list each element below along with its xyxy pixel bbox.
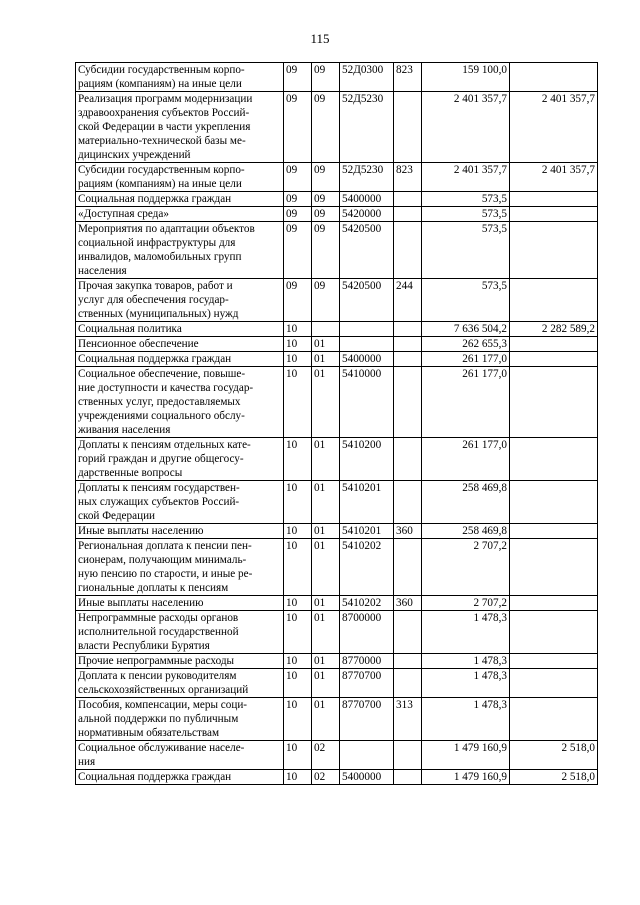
cell-subsection: 01: [312, 539, 340, 596]
cell-section: 10: [284, 481, 312, 524]
cell-name: [76, 352, 284, 367]
cell-name: [76, 770, 284, 785]
cell-amount: 2 401 357,7: [422, 92, 510, 163]
cell-article: 5410000: [340, 367, 394, 438]
cell-subsection: 01: [312, 698, 340, 741]
cell-name: [76, 192, 284, 207]
cell-amount: 2 401 357,7: [422, 163, 510, 192]
cell-name-line: горий граждан и другие общегосу-: [78, 453, 244, 465]
cell-expense-type: [394, 222, 422, 279]
cell-name: [76, 322, 284, 337]
cell-subsection: 09: [312, 207, 340, 222]
cell-section: 10: [284, 698, 312, 741]
table-row: [76, 192, 598, 207]
cell-name-line: Субсидии государственным корпо-: [78, 164, 245, 176]
cell-name-line: Прочие непрограммные расходы: [78, 655, 235, 667]
table-row: [76, 207, 598, 222]
cell-name-line: ние доступности и качества государ-: [78, 382, 254, 394]
cell-section: 10: [284, 322, 312, 337]
cell-amount-federal: 2 282 589,2: [510, 322, 598, 337]
cell-expense-type: 244: [394, 279, 422, 322]
table-row: [76, 352, 598, 367]
cell-section: 10: [284, 611, 312, 654]
cell-name-line: Субсидии государственным корпо-: [78, 64, 245, 76]
page-number: 115: [310, 31, 330, 46]
cell-expense-type: 823: [394, 63, 422, 92]
cell-amount-federal: 2 518,0: [510, 770, 598, 785]
cell-section: 09: [284, 163, 312, 192]
cell-expense-type: [394, 92, 422, 163]
cell-amount-federal: [510, 207, 598, 222]
cell-name-line: учреждениями социального обслу-: [78, 410, 245, 422]
cell-name-line: услуг для обеспечения государ-: [78, 294, 229, 306]
cell-name-line: рациям (компаниям) на иные цели: [78, 178, 242, 190]
cell-name-line: живания населения: [78, 424, 171, 436]
cell-section: 10: [284, 367, 312, 438]
cell-subsection: 02: [312, 770, 340, 785]
cell-amount-federal: [510, 192, 598, 207]
cell-article: 5410200: [340, 438, 394, 481]
cell-amount: 1 479 160,9: [422, 770, 510, 785]
budget-table: [75, 62, 598, 785]
cell-name: [76, 698, 284, 741]
cell-name: [76, 92, 284, 163]
cell-article: 8700000: [340, 611, 394, 654]
cell-amount-federal: [510, 63, 598, 92]
cell-amount-federal: [510, 279, 598, 322]
cell-name-line: Социальное обеспечение, повыше-: [78, 368, 246, 380]
cell-name-line: материально-технической базы ме-: [78, 135, 246, 147]
table-row: [76, 539, 598, 596]
cell-subsection: 02: [312, 741, 340, 770]
cell-amount-federal: 2 401 357,7: [510, 163, 598, 192]
cell-name-line: сионерам, получающим минималь-: [78, 554, 247, 566]
cell-article: [340, 741, 394, 770]
cell-amount-federal: [510, 222, 598, 279]
table-row: [76, 481, 598, 524]
cell-subsection: 01: [312, 438, 340, 481]
cell-amount-federal: [510, 539, 598, 596]
cell-article: 8770700: [340, 698, 394, 741]
table-row: [76, 322, 598, 337]
cell-section: 10: [284, 654, 312, 669]
cell-article: 5400000: [340, 192, 394, 207]
cell-name-line: альной поддержки по публичным: [78, 713, 239, 725]
cell-name-line: Социальная поддержка граждан: [78, 353, 232, 365]
cell-name-line: населения: [78, 265, 127, 277]
cell-expense-type: [394, 352, 422, 367]
cell-article: 8770700: [340, 669, 394, 698]
cell-article: 5420500: [340, 222, 394, 279]
cell-amount-federal: [510, 524, 598, 539]
cell-amount-federal: [510, 337, 598, 352]
cell-subsection: 01: [312, 596, 340, 611]
cell-amount-federal: [510, 481, 598, 524]
cell-subsection: 09: [312, 163, 340, 192]
cell-section: 09: [284, 207, 312, 222]
cell-article: 5420500: [340, 279, 394, 322]
cell-name: [76, 63, 284, 92]
table-row: [76, 63, 598, 92]
cell-amount: 573,5: [422, 192, 510, 207]
cell-amount-federal: [510, 654, 598, 669]
cell-amount: 1 478,3: [422, 654, 510, 669]
cell-expense-type: 313: [394, 698, 422, 741]
cell-name-line: дарственные вопросы: [78, 467, 183, 479]
cell-name-line: ской Федерации: [78, 510, 156, 522]
cell-expense-type: 823: [394, 163, 422, 192]
cell-name-line: социальной инфраструктуры для: [78, 237, 236, 249]
cell-expense-type: [394, 539, 422, 596]
cell-article: 5410202: [340, 596, 394, 611]
cell-name-line: Пенсионное обеспечение: [78, 338, 199, 350]
cell-expense-type: [394, 337, 422, 352]
cell-subsection: 09: [312, 63, 340, 92]
cell-amount-federal: [510, 698, 598, 741]
cell-expense-type: 360: [394, 524, 422, 539]
cell-amount: 2 707,2: [422, 539, 510, 596]
table-row: [76, 654, 598, 669]
cell-name: [76, 596, 284, 611]
cell-article: [340, 322, 394, 337]
table-row: [76, 741, 598, 770]
cell-name-line: Социальная поддержка граждан: [78, 193, 232, 205]
cell-amount: 261 177,0: [422, 367, 510, 438]
cell-name: [76, 367, 284, 438]
cell-amount: 7 636 504,2: [422, 322, 510, 337]
cell-amount: 1 478,3: [422, 698, 510, 741]
cell-article: 5400000: [340, 770, 394, 785]
cell-expense-type: [394, 207, 422, 222]
cell-amount: 1 478,3: [422, 669, 510, 698]
cell-amount: 1 478,3: [422, 611, 510, 654]
cell-subsection: 09: [312, 92, 340, 163]
cell-subsection: 01: [312, 654, 340, 669]
cell-name-line: ния: [78, 756, 96, 768]
table-row: [76, 367, 598, 438]
cell-article: 5420000: [340, 207, 394, 222]
cell-expense-type: [394, 611, 422, 654]
cell-subsection: 01: [312, 481, 340, 524]
cell-section: 10: [284, 539, 312, 596]
cell-name: [76, 539, 284, 596]
cell-amount-federal: [510, 438, 598, 481]
cell-name: [76, 524, 284, 539]
cell-name-line: Социальная политика: [78, 323, 182, 335]
cell-name-line: инвалидов, маломобильных групп: [78, 251, 242, 263]
cell-name-line: Пособия, компенсации, меры соци-: [78, 699, 248, 711]
cell-name-line: «Доступная среда»: [78, 208, 169, 220]
cell-amount: 1 479 160,9: [422, 741, 510, 770]
cell-subsection: 01: [312, 669, 340, 698]
cell-subsection: 01: [312, 337, 340, 352]
cell-article: 52Д0300: [340, 63, 394, 92]
cell-name: [76, 481, 284, 524]
cell-expense-type: [394, 654, 422, 669]
cell-name-line: ственных услуг, предоставляемых: [78, 396, 241, 408]
cell-name-line: дицинских учреждений: [78, 149, 191, 161]
cell-article: 5410201: [340, 481, 394, 524]
table-row: [76, 92, 598, 163]
cell-name-line: нормативным обязательствам: [78, 727, 220, 739]
cell-article: 52Д5230: [340, 92, 394, 163]
cell-section: 10: [284, 770, 312, 785]
cell-section: 10: [284, 337, 312, 352]
cell-name: [76, 337, 284, 352]
cell-section: 10: [284, 596, 312, 611]
cell-name: [76, 279, 284, 322]
cell-name: [76, 207, 284, 222]
cell-name-line: Мероприятия по адаптации объектов: [78, 223, 255, 235]
cell-name-line: Региональная доплата к пенсии пен-: [78, 540, 252, 552]
cell-article: [340, 337, 394, 352]
cell-amount: 261 177,0: [422, 438, 510, 481]
cell-name-line: Доплаты к пенсиям государствен-: [78, 482, 240, 494]
cell-name: [76, 741, 284, 770]
cell-name: [76, 222, 284, 279]
cell-name-line: Прочая закупка товаров, работ и: [78, 280, 233, 292]
cell-name-line: здравоохранения субъектов Россий-: [78, 107, 250, 119]
cell-name-line: сельскохозяйственных организаций: [78, 684, 249, 696]
cell-name-line: Доплаты к пенсиям отдельных кате-: [78, 439, 251, 451]
cell-section: 10: [284, 741, 312, 770]
cell-amount: 573,5: [422, 222, 510, 279]
cell-amount-federal: 2 401 357,7: [510, 92, 598, 163]
cell-expense-type: [394, 322, 422, 337]
table-row: [76, 669, 598, 698]
cell-section: 09: [284, 192, 312, 207]
cell-name-line: Доплата к пенсии руководителям: [78, 670, 237, 682]
table-row: [76, 279, 598, 322]
cell-name-line: Социальное обслуживание населе-: [78, 742, 245, 754]
cell-article: 5400000: [340, 352, 394, 367]
table-row: [76, 438, 598, 481]
cell-expense-type: [394, 481, 422, 524]
cell-subsection: 09: [312, 192, 340, 207]
table-row: [76, 596, 598, 611]
cell-name-line: Непрограммные расходы органов: [78, 612, 239, 624]
cell-amount-federal: [510, 611, 598, 654]
cell-subsection: 01: [312, 367, 340, 438]
table-row: [76, 337, 598, 352]
table-row: [76, 524, 598, 539]
cell-name: [76, 438, 284, 481]
cell-section: 09: [284, 279, 312, 322]
cell-name-line: исполнительной государственной: [78, 626, 239, 638]
table-row: [76, 163, 598, 192]
cell-section: 10: [284, 524, 312, 539]
cell-name: [76, 654, 284, 669]
cell-amount-federal: 2 518,0: [510, 741, 598, 770]
cell-amount-federal: [510, 367, 598, 438]
cell-name-line: власти Республики Бурятия: [78, 640, 210, 652]
cell-section: 09: [284, 63, 312, 92]
cell-subsection: 01: [312, 611, 340, 654]
cell-name-line: ской Федерации в части укрепления: [78, 121, 251, 133]
cell-amount: 261 177,0: [422, 352, 510, 367]
cell-amount: 2 707,2: [422, 596, 510, 611]
cell-amount: 573,5: [422, 279, 510, 322]
cell-name-line: ную пенсию по старости, и иные ре-: [78, 568, 253, 580]
cell-subsection: 09: [312, 222, 340, 279]
cell-article: 5410201: [340, 524, 394, 539]
table-row: [76, 611, 598, 654]
cell-article: 8770000: [340, 654, 394, 669]
cell-subsection: 01: [312, 352, 340, 367]
cell-amount: 262 655,3: [422, 337, 510, 352]
cell-amount-federal: [510, 596, 598, 611]
cell-section: 10: [284, 352, 312, 367]
cell-name-line: ных служащих субъектов Россий-: [78, 496, 240, 508]
cell-amount: 258 469,8: [422, 481, 510, 524]
cell-expense-type: [394, 669, 422, 698]
cell-name-line: Реализация программ модернизации: [78, 93, 253, 105]
cell-amount: 573,5: [422, 207, 510, 222]
table-row: [76, 222, 598, 279]
cell-section: 09: [284, 222, 312, 279]
cell-name-line: Социальная поддержка граждан: [78, 771, 232, 783]
cell-name-line: гиональные доплаты к пенсиям: [78, 582, 229, 594]
cell-amount-federal: [510, 669, 598, 698]
budget-table-body: [76, 63, 598, 785]
cell-subsection: 09: [312, 279, 340, 322]
cell-section: 09: [284, 92, 312, 163]
cell-expense-type: [394, 741, 422, 770]
cell-amount: 258 469,8: [422, 524, 510, 539]
cell-article: 5410202: [340, 539, 394, 596]
cell-name: [76, 669, 284, 698]
cell-amount-federal: [510, 352, 598, 367]
cell-name-line: рациям (компаниям) на иные цели: [78, 78, 242, 90]
cell-expense-type: [394, 438, 422, 481]
cell-name-line: Иные выплаты населению: [78, 525, 204, 537]
cell-name-line: ственных (муниципальных) нужд: [78, 308, 239, 320]
cell-name-line: Иные выплаты населению: [78, 597, 204, 609]
cell-amount: 159 100,0: [422, 63, 510, 92]
cell-section: 10: [284, 669, 312, 698]
cell-expense-type: 360: [394, 596, 422, 611]
cell-expense-type: [394, 367, 422, 438]
table-row: [76, 698, 598, 741]
cell-name: [76, 163, 284, 192]
cell-subsection: [312, 322, 340, 337]
cell-article: 52Д5230: [340, 163, 394, 192]
cell-subsection: 01: [312, 524, 340, 539]
cell-expense-type: [394, 770, 422, 785]
table-row: [76, 770, 598, 785]
cell-section: 10: [284, 438, 312, 481]
cell-name: [76, 611, 284, 654]
cell-expense-type: [394, 192, 422, 207]
